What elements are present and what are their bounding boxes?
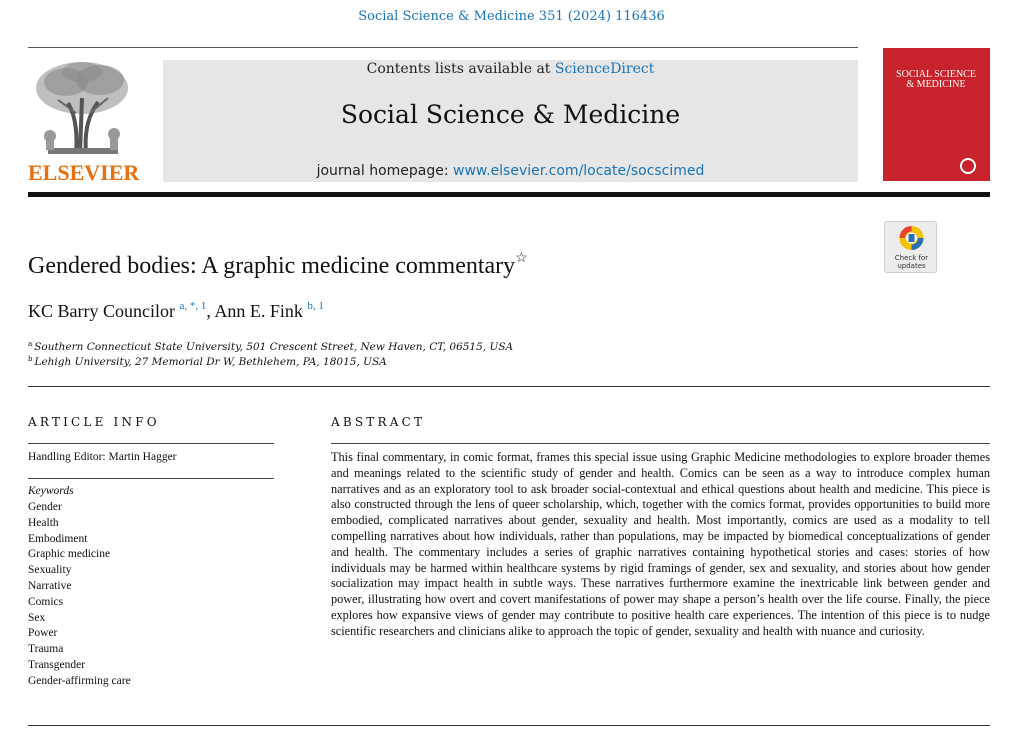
keyword-item: Transgender (28, 658, 86, 671)
keyword-item: Narrative (28, 579, 72, 592)
keyword-item: Graphic medicine (28, 548, 111, 561)
title-footnote-mark[interactable]: ☆ (515, 251, 528, 266)
header-thick-divider (28, 192, 990, 197)
author-list (28, 300, 324, 322)
article-title (28, 250, 528, 280)
author-name: Ann E. Fink (214, 301, 303, 321)
journal-reference[interactable]: Social Science & Medicine 351 (2024) 116436 (358, 9, 665, 24)
contents-prefix: Contents lists available at (366, 61, 555, 77)
journal-name: Social Science & Medicine (340, 100, 681, 129)
article-info-heading: ARTICLE INFO (28, 415, 160, 429)
author-name: KC Barry Councilor (28, 301, 175, 321)
contents-line (163, 61, 858, 77)
keyword-item: Power (28, 627, 58, 640)
homepage-prefix: journal homepage: (316, 163, 454, 179)
check-for-updates-button[interactable] (884, 221, 937, 273)
author-separator: , (206, 301, 215, 321)
affiliation-text: Southern Connecticut State University, 501 Crescent Street, New Haven, CT, 06515, USA (34, 341, 514, 353)
article-title-text: Gendered bodies: A graphic medicine commentary (28, 253, 516, 279)
keyword-item: Health (28, 516, 59, 529)
keyword-item: Embodiment (28, 532, 88, 545)
check-updates-label: Check for updates (894, 254, 929, 270)
keywords-list (28, 500, 131, 690)
abstract-heading: ABSTRACT (331, 415, 426, 429)
cover-seal-icon (960, 158, 976, 174)
author-affiliation-marks[interactable]: b, 1 (307, 300, 324, 312)
section-divider (28, 386, 990, 387)
footer-divider (28, 725, 990, 726)
journal-homepage-link[interactable]: www.elsevier.com/locate/socscimed (453, 163, 705, 179)
check-updates-icon (885, 222, 938, 254)
keyword-item: Comics (28, 595, 64, 608)
homepage-line (163, 163, 858, 179)
journal-header-box (163, 60, 858, 182)
abstract-body: This final commentary, in comic format, frames this special issue using Graphic Medicine methodologies to explore broader themes and meanings related to the scientific study of gender and health. Comics can be seen as a way to introduce complex human narratives and as an exploratory tool to ask broader social-contextual and ethical questions about health and medicine. This piece is also constructed through the lens of queer scholarship, which, together with the comics format, provides opportunities to build more embodied, complicated narratives about gender, sexuality and health. Most importantly, comics are used as a modality to tell compelling narratives about how individuals, rather than populations, may be impacted by biomedical conceptualizations of gender and health. The commentary includes a series of graphic narratives containing hypothetical stories and cases: stories of how individuals may be harmed within healthcare systems by rigid framings of gender, sex and sexuality, and stories about how gender socialization may impact health in subtle ways. These narratives furthermore examine the inextricable link between gender and power, illustrating how overt and covert manifestations of power may shape a person’s health over the life course. Finally, the piece explores how expansive views of gender may contribute to positive health care experiences. The intention of this piece is to nudge scientific researchers and clinicians alike to approach the topic of gender, sexuality and health with nuance and curiosity. (331, 450, 990, 638)
sciencedirect-link[interactable]: ScienceDirect (554, 61, 655, 77)
abstract-divider (331, 443, 990, 444)
author-affiliation-marks[interactable]: a, *, 1 (179, 300, 207, 312)
keyword-item: Gender (28, 501, 62, 513)
keyword-item: Trauma (28, 643, 64, 656)
journal-cover-thumbnail[interactable] (883, 48, 990, 181)
affiliation-mark: a (28, 340, 33, 348)
affiliation-mark: b (28, 355, 33, 363)
header-divider (28, 47, 858, 48)
keyword-item: Sex (28, 611, 46, 624)
keyword-item: Sexuality (28, 564, 72, 577)
keyword-item: Gender-affirming care (28, 674, 131, 687)
elsevier-wordmark: ELSEVIER (28, 160, 140, 185)
article-info-divider (28, 443, 274, 444)
keywords-label: Keywords (28, 485, 74, 497)
keywords-divider (28, 478, 274, 479)
cover-title: SOCIAL SCIENCE & MEDICINE (896, 69, 976, 90)
affiliation-text: Lehigh University, 27 Memorial Dr W, Bethlehem, PA, 18015, USA (34, 356, 387, 368)
affiliation-a (28, 340, 513, 353)
affiliation-b (28, 355, 387, 368)
handling-editor: Handling Editor: Martin Hagger (28, 451, 177, 463)
